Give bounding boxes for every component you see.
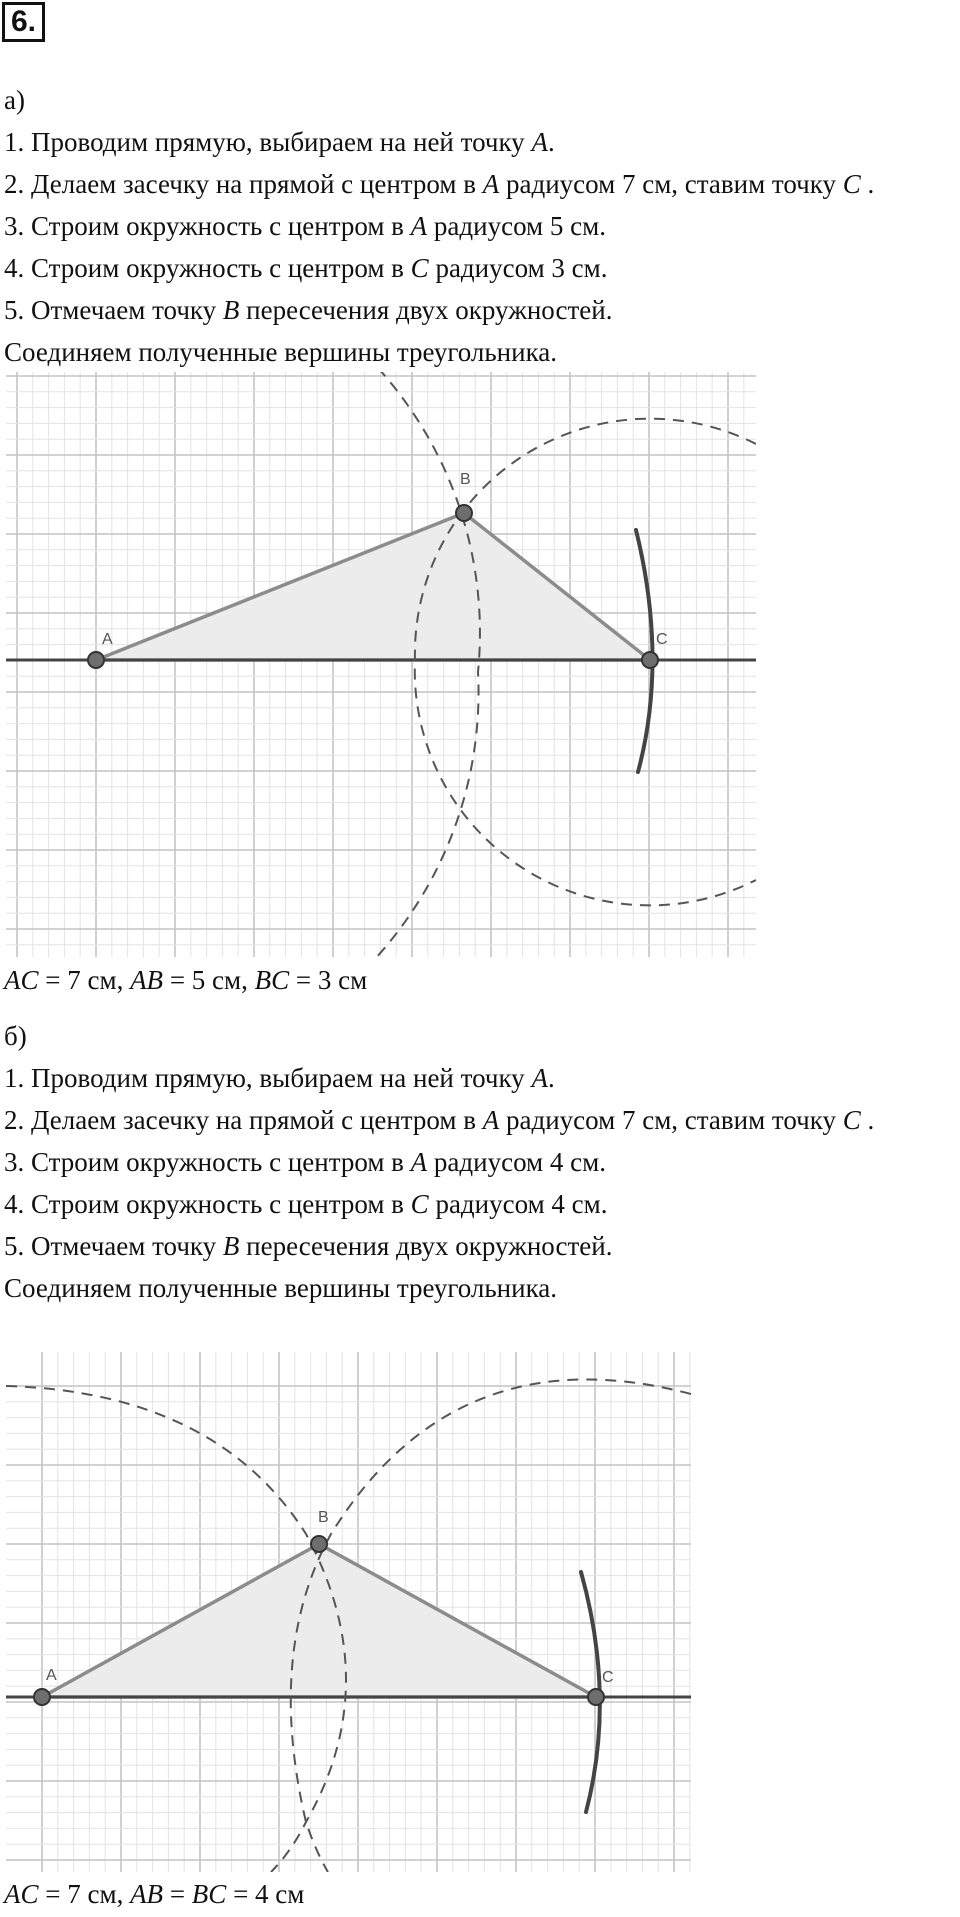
point-c	[588, 1689, 604, 1705]
point-a	[88, 652, 104, 668]
part-b-label: б)	[4, 1021, 27, 1051]
part-a-step-4: 4. Строим окружность с центром в C радиусом 3 см.	[4, 253, 608, 283]
task-number: 6.	[2, 2, 45, 42]
circle-arc-center-a	[374, 372, 480, 957]
part-b-step-1: 1. Проводим прямую, выбираем на ней точку A.	[4, 1063, 555, 1093]
point-b-label: B	[460, 471, 471, 488]
part-a-result: AC = 7 см, AB = 5 см, BC = 3 см	[4, 965, 368, 995]
point-c-label: C	[602, 1669, 614, 1686]
part-b-step-4: 4. Строим окружность с центром в C радиусом 4 см.	[4, 1189, 608, 1219]
triangle-abc	[96, 513, 650, 660]
point-c-label: C	[656, 631, 668, 648]
part-a-conclusion: Соединяем полученные вершины треугольника.	[4, 337, 558, 367]
part-b-construction-figure	[6, 1352, 691, 1872]
part-b-result: AC = 7 см, AB = BC = 4 см	[4, 1879, 305, 1909]
point-b	[456, 505, 472, 521]
part-b-step-5: 5. Отмечаем точку B пересечения двух окружностей.	[4, 1231, 613, 1261]
part-b-step-2: 2. Делаем засечку на прямой с центром в A радиусом 7 см, ставим точку C .	[4, 1105, 875, 1135]
point-a	[34, 1689, 50, 1705]
point-a-label: A	[46, 1667, 57, 1684]
part-a-step-1: 1. Проводим прямую, выбираем на ней точку A.	[4, 127, 555, 157]
part-a-step-3: 3. Строим окружность с центром в A радиусом 5 см.	[4, 211, 606, 241]
part-a-step-2: 2. Делаем засечку на прямой с центром в A радиусом 7 см, ставим точку C .	[4, 169, 875, 199]
part-a-construction-figure	[6, 372, 756, 957]
part-a-step-5: 5. Отмечаем точку B пересечения двух окружностей.	[4, 295, 613, 325]
point-b	[311, 1536, 327, 1552]
point-b-label: B	[318, 1509, 329, 1526]
triangle-abc	[42, 1544, 596, 1697]
part-b-conclusion: Соединяем полученные вершины треугольника.	[4, 1273, 558, 1303]
part-b-step-3: 3. Строим окружность с центром в A радиусом 4 см.	[4, 1147, 606, 1177]
point-c	[642, 652, 658, 668]
part-a-label: а)	[4, 85, 25, 115]
point-a-label: A	[102, 631, 113, 648]
